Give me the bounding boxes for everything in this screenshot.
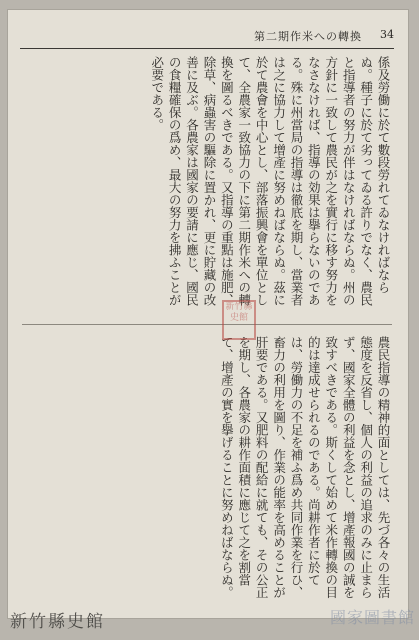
section-divider — [22, 324, 392, 325]
body-text-top: 係及勞働に於て數段勞れてゐなければならぬ。種子に於て劣ってゐる許りでなく、農民と指導者の努力が伴はなければならぬ。州の方針に一致して農民が之を實行に移す努力をなさなければ、指導の効果は擧らないのである。殊に州當局の指導は徹底を期し、當業者は之に協力して增產に努めねばならぬ。茲に於て農會を中心とし、部落振興會を單位として、全農家一致協力の下に第二期作米への轉換を圖るべきである。又指導の重點は施肥、除草、病蟲害の驅除に置かれ、更に貯藏の改善に及ぶ。各農家は國家の要請に應じ、國民の食糧確保の爲め、最大の努力を拂ふことが必要である。 — [149, 56, 391, 306]
page-header — [20, 24, 394, 49]
document-page — [8, 10, 408, 618]
body-text-bottom: 農民指導の精神的面としては、先づ各々の生活態度を反省し、個人の利益の追求のみに止まらず、國家全體の利益を念とし、增產報國の誠を致すべきである。斯くして始めて米作轉換の目的は達成せられるのである。尚耕作者に於ては、勞働力の不足を補ふ爲め共同作業を行ひ、畜力の利用を圖り、作業の能率を高めることが肝要である。又肥料の配給に就ても、その公正を期し、各農家の耕作面積に應じて之を割當て、增產の實を擧げることに努めねばならぬ。 — [219, 336, 391, 599]
red-seal-stamp: 新竹縣史館 — [222, 300, 256, 340]
archive-watermark: 國家圖書館 — [329, 608, 415, 627]
library-watermark: 新竹縣史館 — [10, 612, 105, 632]
page-number: 34 — [380, 28, 394, 41]
chapter-title: 第二期作米への轉換 — [254, 30, 362, 43]
